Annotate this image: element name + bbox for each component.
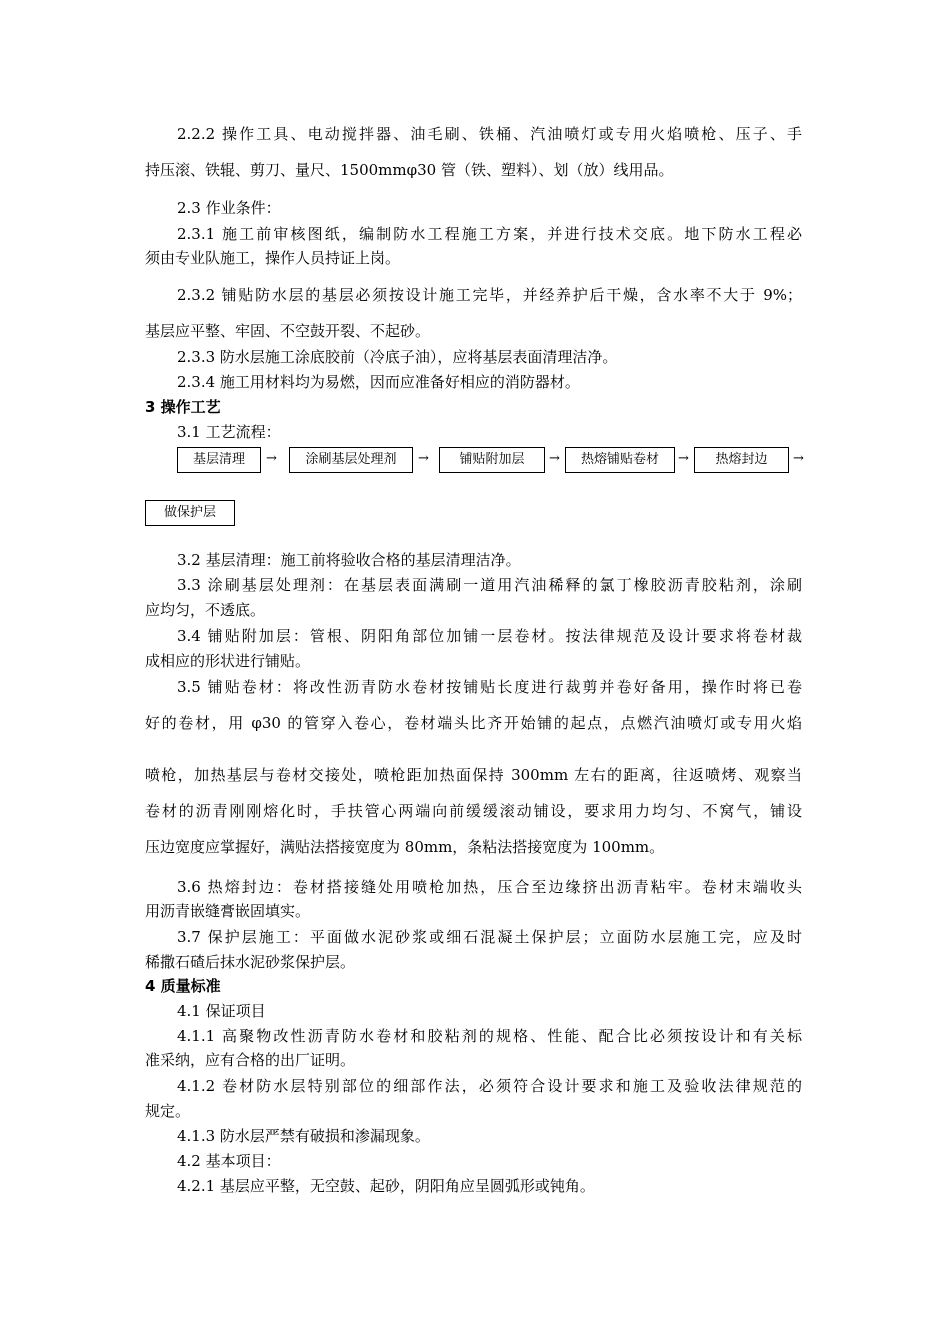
- flow-arrow-icon: →: [793, 451, 804, 466]
- flow-step-2: 涂刷基层处理剂: [289, 447, 413, 473]
- para-3-4-line1: 3.4 铺贴附加层：管根、阴阳角部位加铺一层卷材。按法律规范及设计要求将卷材裁: [177, 627, 802, 645]
- para-4-2: 4.2 基本项目：: [177, 1152, 281, 1170]
- para-3-7-line1: 3.7 保护层施工：平面做水泥砂浆或细石混凝土保护层；立面防水层施工完，应及时: [177, 928, 802, 946]
- section-3-heading: 3 操作工艺: [145, 398, 221, 416]
- para-3-1: 3.1 工艺流程：: [177, 423, 281, 441]
- para-2-3-2-line2: 基层应平整、牢固、不空鼓开裂、不起砂。: [145, 322, 431, 340]
- para-3-3-line2: 应均匀，不透底。: [145, 601, 266, 619]
- flow-step-3: 铺贴附加层: [439, 447, 545, 473]
- para-4-1-2-line1: 4.1.2 卷材防水层特别部位的细部作法，必须符合设计要求和施工及验收法律规范的: [177, 1077, 802, 1095]
- para-3-5-line1: 3.5 铺贴卷材：将改性沥青防水卷材按铺贴长度进行裁剪并卷好备用，操作时将已卷: [177, 678, 802, 696]
- flow-arrow-icon: →: [418, 451, 429, 466]
- para-2-3-4: 2.3.4 施工用材料均为易燃，因而应准备好相应的消防器材。: [177, 373, 580, 391]
- para-3-3-line1: 3.3 涂刷基层处理剂：在基层表面满刷一道用汽油稀释的氯丁橡胶沥青胶粘剂，涂刷: [177, 576, 802, 594]
- flow-step-5: 热熔封边: [694, 447, 789, 473]
- para-3-2: 3.2 基层清理：施工前将验收合格的基层清理洁净。: [177, 551, 521, 569]
- flow-arrow-icon: →: [266, 451, 277, 466]
- para-2-2-2-line2: 持压滚、铁辊、剪刀、量尺、1500mmφ30 管（铁、塑料）、划（放）线用品。: [145, 161, 674, 179]
- section-4-heading: 4 质量标准: [145, 977, 221, 995]
- para-2-3-1-line2: 须由专业队施工，操作人员持证上岗。: [145, 249, 401, 267]
- para-2-3-2-line1: 2.3.2 铺贴防水层的基层必须按设计施工完毕，并经养护后干燥，含水率不大于 9%；: [177, 286, 802, 304]
- heading-2-3: 2.3 作业条件：: [177, 199, 281, 217]
- para-2-2-2-line1: 2.2.2 操作工具、电动搅拌器、油毛刷、铁桶、汽油喷灯或专用火焰喷枪、压子、手: [177, 125, 802, 143]
- para-4-1-2-line2: 规定。: [145, 1102, 191, 1120]
- para-3-5-line4: 卷材的沥青刚刚熔化时，手扶管心两端向前缓缓滚动铺设，要求用力均匀、不窝气，铺设: [145, 802, 802, 820]
- para-4-2-1: 4.2.1 基层应平整，无空鼓、起砂，阴阳角应呈圆弧形或钝角。: [177, 1177, 595, 1195]
- para-4-1-1-line1: 4.1.1 高聚物改性沥青防水卷材和胶粘剂的规格、性能、配合比必须按设计和有关标: [177, 1027, 802, 1045]
- flow-arrow-icon: →: [678, 451, 689, 466]
- flow-step-6: 做保护层: [145, 500, 235, 526]
- flow-arrow-icon: →: [549, 451, 560, 466]
- para-4-1-1-line2: 准采纳，应有合格的出厂证明。: [145, 1051, 356, 1069]
- flow-step-1: 基层清理: [177, 447, 261, 473]
- para-3-6-line1: 3.6 热熔封边：卷材搭接缝处用喷枪加热，压合至边缘挤出沥青粘牢。卷材末端收头: [177, 878, 802, 896]
- para-4-1-3: 4.1.3 防水层严禁有破损和渗漏现象。: [177, 1127, 430, 1145]
- para-3-7-line2: 稀撒石碴后抹水泥砂浆保护层。: [145, 953, 356, 971]
- para-3-5-line2: 好的卷材，用 φ30 的管穿入卷心，卷材端头比齐开始铺的起点，点燃汽油喷灯或专用火焰: [145, 714, 802, 732]
- para-2-3-3: 2.3.3 防水层施工涂底胶前（冷底子油），应将基层表面清理洁净。: [177, 348, 618, 366]
- para-2-3-1-line1: 2.3.1 施工前审核图纸，编制防水工程施工方案，并进行技术交底。地下防水工程必: [177, 225, 802, 243]
- para-3-6-line2: 用沥青嵌缝膏嵌固填实。: [145, 902, 311, 920]
- para-3-4-line2: 成相应的形状进行铺贴。: [145, 652, 311, 670]
- para-3-5-line5: 压边宽度应掌握好，满贴法搭接宽度为 80mm，条粘法搭接宽度为 100mm。: [145, 838, 665, 856]
- flow-step-4: 热熔铺贴卷材: [565, 447, 675, 473]
- para-4-1: 4.1 保证项目: [177, 1002, 266, 1020]
- para-3-5-line3: 喷枪，加热基层与卷材交接处，喷枪距加热面保持 300mm 左右的距离，往返喷烤、观察当: [145, 766, 802, 784]
